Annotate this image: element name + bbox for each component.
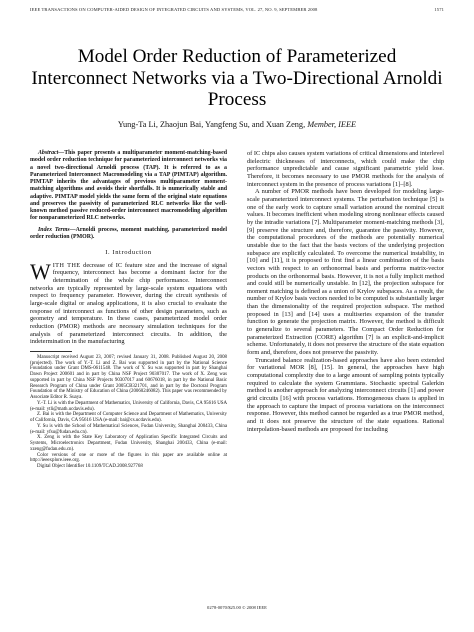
footnote-doi: Digital Object Identifier 10.1109/TCAD.2008.927768 <box>37 464 143 470</box>
index-terms <box>30 227 227 242</box>
footnote-manuscript: Manuscript received August 23, 2007; revised January 31, 2008. Published August 20, 2008 (projected). The work of Y.-T. Li and Z. Bai was supported in part by the National Science Foundation under Grant DMS-0611548. The work of Y. Su was supported in part by Shanghai Dawn Project 200601 and in part by China NSF Project 90307017. The work of X. Zeng was supported in part by China NSF Projects 90307017 and 60676018, in part by the National Basic Research Program of China under Grant 2005CB321701, and in part by the Doctoral Program Foundation of the Ministry of Education of China (20060246082). This paper was recommended by Associate Editor R. Suaya. <box>30 354 227 401</box>
abstract-label: Abstract— <box>38 150 65 156</box>
index-terms-label: Index Terms— <box>38 226 76 233</box>
intro-text: decrease of IC feature size and the increase of signal frequency, interconnect has become a dominant factor for the determination of the whole chip performance. Interconnect networks are typically represented by large-scale system equations with respect to frequency parameter. However, during the circuit synthesis of large-scale digital or analog applications, it is also crucial to evaluate the response of interconnect as functions of other design parameters, such as geometry and temperature. In these cases, parameterized model order reduction (PMOR) methods are necessary simulation techniques for the analysis of parameterized interconnect circuits. In addition, the indetermination in the manufacturing <box>30 261 227 346</box>
author-membership: Member, IEEE <box>307 120 357 129</box>
body-paragraph-1: of IC chips also causes system variations of critical dimensions and interlevel dielectric thicknesses of interconnects, which could make the chip performance unpredictable and cause significant parametric yield lose. Therefore, it becomes necessary to use PMOR methods for the analysis of interconnect system in the presence of process variations [1]–[8]. <box>247 150 444 188</box>
journal-name: IEEE TRANSACTIONS ON COMPUTER-AIDED DESIGN OF INTEGRATED CIRCUITS AND SYSTEMS, VOL. 27, NO. 9, SEPTEMBER 2008 <box>30 7 318 12</box>
left-column <box>30 150 227 470</box>
footnote-affiliation-zeng: X. Zeng is with the State Key Laboratory of Application Specific Integrated Circuits and Systems, Microelectronics Department, Fudan University, Shanghai 200433, China (e-mail: xzeng@fudan.edu.cn). <box>30 435 227 452</box>
copyright-footer: 0278-0070/$25.00 © 2008 IEEE <box>207 605 267 610</box>
section-heading: I. Introduction <box>105 249 152 256</box>
page-number: 1571 <box>434 7 444 12</box>
footnote-affiliation-su: Y. Su is with the School of Mathematical Sciences, Fudan University, Shanghai 200433, China (e-mail: yfsu@fudan.edu.cn). <box>30 423 227 435</box>
footnote-affiliation-bai: Z. Bai is with the Department of Computer Science and Department of Mathematics, University of California, Davis, CA 95616 USA (e-mail: bai@cs.ucdavis.edu). <box>30 412 227 424</box>
running-header <box>30 7 444 12</box>
footnote-color-figures: Color versions of one or more of the figures in this paper are available online at http://ieeexplore.ieee.org. <box>30 452 227 464</box>
author-line <box>30 120 444 129</box>
intro-lead: ITH THE <box>52 261 81 269</box>
paper-title: Model Order Reduction of Parameterized Interconnect Networks via a Two-Directional Arnoldi Process <box>31 46 443 110</box>
footnote-affiliation-li: Y.-T. Li is with the Department of Mathematics, University of California, Davis, CA 95616 USA (e-mail: ytli@math.ucdavis.edu). <box>30 400 227 412</box>
intro-paragraph <box>30 258 227 346</box>
abstract <box>30 150 227 223</box>
body-paragraph-2: A number of PMOR methods have been developed for modeling large-scale parameterized interconnect systems. The perturbation technique [5] is one of the early work to capture small variation around the nominal circuit values. It becomes inefficient when modeling strong nonlinear effects caused by the intradie variations [7]. Multiparameter moment-matching methods [3], [9] preserve the structure and, therefore, guarantee the passivity. However, the computational procedures of the methods are potentially numerical unstable due to the fact that the basis vectors of the underlying projection subspace are explicitly calculated. To overcome the numerical instability, in [10] and [11], it is proposed to first find a linear combination of the basis vectors with respect to an orthonormal basis and performs matrix-vector products on the orthonormal basis. However, it is not a fully implicit method and could still be numerically unstable. In [12], the projection subspace for moment matching is defined as a union of Krylov subspaces. As a result, the number of Krylov basis vectors needed to be computed is substantially larger than the dimensionality of the required projection subspace. The method proposed in [13] and [14] uses a multiseries expansion of the transfer function to generate the projection matrix. However, the method is difficult to generalize to several parameters. The Compact Order Reduction for parameterized Extraction (CORE) algorithm [7] is an explicit-and-implicit scheme. Unfortunately, it does not preserve the structure of the state equation form and, therefore, does not preserve the passivity. <box>247 188 444 357</box>
abstract-text: This paper presents a multiparameter moment-matching-based model order reduction technique for parameterized interconnect networks via a novel two-directional Arnoldi process (TAP). It is referred to as a Parameterized Interconnect Macromodeling via a TAP (PIMTAP) algorithm. PIMTAP inherits the advantages of previous multiparameter moment-matching algorithms and avoids their shortfalls. It is numerically stable and adaptive. PIMTAP model yields the same form of the original state equations and preserves the passivity of parameterized RLC networks like the well-known method passive reduced-order interconnect macromodeling algorithm for nonparameterized RLC networks. <box>30 150 227 222</box>
author-names: Yung-Ta Li, Zhaojun Bai, Yangfeng Su, and Xuan Zeng, <box>117 120 306 129</box>
footnotes <box>30 355 227 470</box>
right-column <box>247 150 444 433</box>
drop-cap: W <box>30 258 51 284</box>
body-paragraph-3: Truncated balance realization-based approaches have also been extended for variational MOR [8], [15]. In general, the approaches have high computational complexity due to a large amount of sampling points typically required to calculate the system Grammians. Stochastic spectral Galerkin method is another approach for analyzing interconnect circuits [1] and power grid circuits [16] with process variations. Homogeneous chaos is applied in the approach to capture the impact of process variations on the interconnect response. However, this method cannot be regarded as a true PMOR method, and it does not preserve the structure of the state equations. Rational interpolation-based methods are proposed for including <box>247 356 444 433</box>
index-terms-text: Arnoldi process, moment matching, parameterized model order reduction (PMOR). <box>30 226 227 240</box>
footnote-divider <box>30 351 72 352</box>
